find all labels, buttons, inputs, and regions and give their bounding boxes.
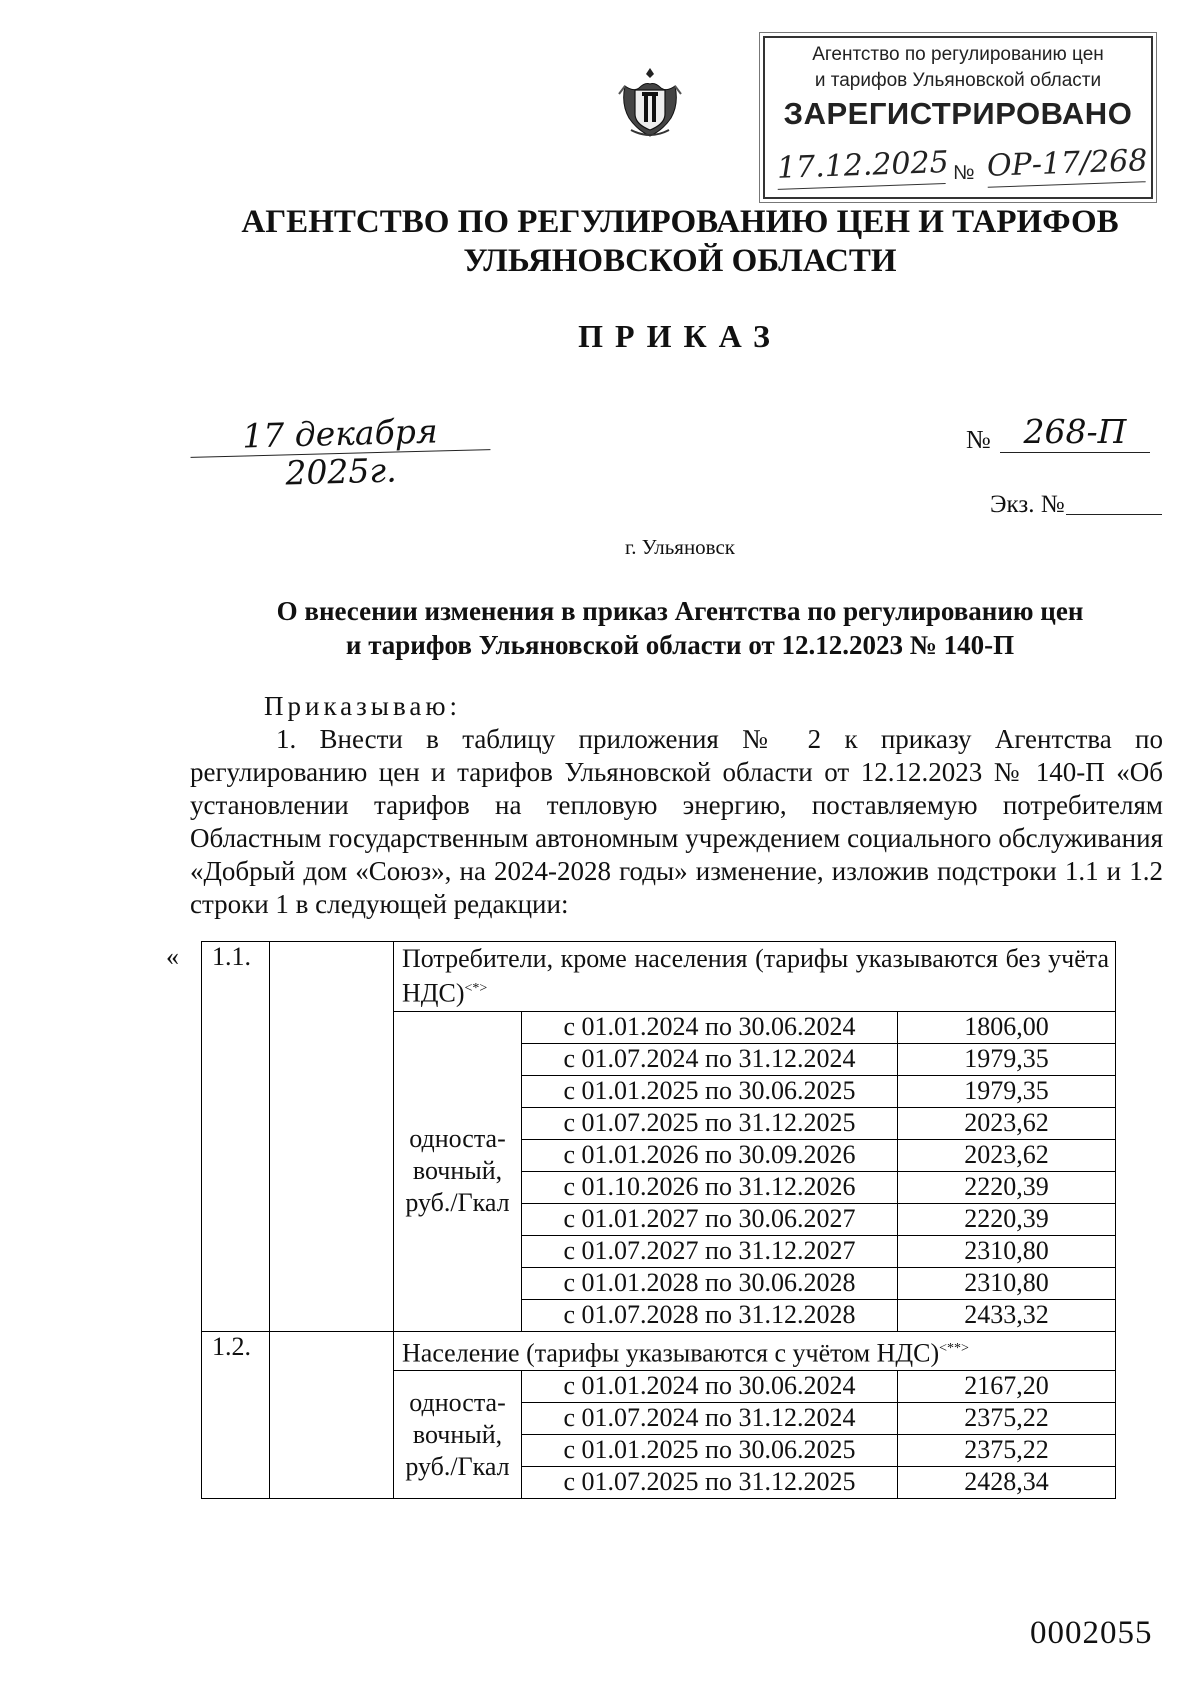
tariff-value: 2375,22 xyxy=(898,1435,1116,1467)
tariff-value: 2433,32 xyxy=(898,1299,1116,1331)
document-type-title: ПРИКАЗ xyxy=(578,318,782,354)
tariff-period: с 01.01.2024 по 30.06.2024 xyxy=(522,1011,898,1043)
footnote-marker: <**> xyxy=(939,1340,969,1356)
order-subject xyxy=(100,594,1200,662)
stamp-status: ЗАРЕГИСТРИРОВАНО xyxy=(783,96,1133,131)
empty-column-cell xyxy=(270,1331,394,1499)
footnote-marker: <*> xyxy=(464,981,488,996)
consumer-group xyxy=(394,1331,1116,1371)
consumer-group-label: Население (тарифы указываются с учётом НДС) xyxy=(402,1338,940,1368)
tariff-value: 1979,35 xyxy=(898,1075,1116,1107)
copy-number-label: Экз. № xyxy=(990,491,1065,518)
consumer-group xyxy=(394,942,1116,1012)
empty-column-cell xyxy=(270,942,394,1332)
order-date-handwritten: 17 декабря 2025г. xyxy=(190,411,491,458)
body-paragraph xyxy=(190,723,1163,921)
stamp-date-handwritten: 17.12.2025 xyxy=(776,143,945,190)
tariff-value: 2023,62 xyxy=(898,1107,1116,1139)
tariff-period: с 01.07.2025 по 31.12.2025 xyxy=(522,1107,898,1139)
section-number: 1.2. xyxy=(202,1331,270,1499)
tariff-period: с 01.07.2028 по 31.12.2028 xyxy=(522,1299,898,1331)
section-number: 1.1. xyxy=(202,942,270,1332)
agency-title xyxy=(100,203,1200,281)
tariff-period: с 01.07.2024 по 31.12.2024 xyxy=(522,1043,898,1075)
tariff-value: 2375,22 xyxy=(898,1403,1116,1435)
order-number-handwritten: 268-П xyxy=(1000,412,1150,453)
coat-of-arms-emblem xyxy=(617,64,683,142)
tariff-period: с 01.01.2026 по 30.09.2026 xyxy=(522,1139,898,1171)
stamp-line2: и тарифов Ульяновской области xyxy=(814,70,1102,91)
order-subject-line2: и тарифов Ульяновской области от 12.12.2023 № 140-П xyxy=(345,630,1015,660)
tariff-value: 2220,39 xyxy=(898,1171,1116,1203)
document-serial-code: 0002055 xyxy=(1030,1615,1153,1651)
tariff-value: 2310,80 xyxy=(898,1267,1116,1299)
agency-title-line1: АГЕНТСТВО ПО РЕГУЛИРОВАНИЮ ЦЕН И ТАРИФОВ xyxy=(241,204,1119,240)
tariff-value: 2220,39 xyxy=(898,1203,1116,1235)
agency-title-line2: УЛЬЯНОВСКОЙ ОБЛАСТИ xyxy=(463,243,897,279)
tariff-period: с 01.01.2027 по 30.06.2027 xyxy=(522,1203,898,1235)
paragraph-1: 1. Внести в таблицу приложения № 2 к приказу Агентства по регулированию цен и тарифов Ульяновской области от 12.12.2023 № 140-П «Об установлении тарифов на тепловую энергию, поставляемую потребителям Областным государственным автономным учреждением социального обслуживания «Добрый дом «Союз», на 2024-2028 годы» изменение, изложив подстроки 1.1 и 1.2 строки 1 в следующей редакции: xyxy=(190,724,1163,919)
tariff-period: с 01.01.2024 по 30.06.2024 xyxy=(522,1371,898,1403)
table-row xyxy=(202,942,1116,1012)
tariff-period: с 01.10.2026 по 31.12.2026 xyxy=(522,1171,898,1203)
tariff-value: 2167,20 xyxy=(898,1371,1116,1403)
tariff-table xyxy=(201,941,1116,1499)
tariff-value: 2310,80 xyxy=(898,1235,1116,1267)
city-name: г. Ульяновск xyxy=(624,535,735,559)
consumer-group-label: Потребители, кроме населения (тарифы указываются без учёта НДС) xyxy=(402,944,1110,1008)
stamp-line1: Агентство по регулированию цен xyxy=(812,44,1104,65)
stamp-number-sign: № xyxy=(953,162,975,184)
tariff-value: 1979,35 xyxy=(898,1043,1116,1075)
registration-stamp xyxy=(763,36,1153,199)
tariff-period: с 01.01.2025 по 30.06.2025 xyxy=(522,1075,898,1107)
copy-number-blank-line xyxy=(1066,514,1162,515)
tariff-period: с 01.07.2024 по 31.12.2024 xyxy=(522,1403,898,1435)
order-number-label: № xyxy=(966,425,991,454)
rate-type: односта- вочный, руб./Гкал xyxy=(394,1011,522,1331)
stamp-number-handwritten: ОР-17/268 xyxy=(986,141,1145,187)
tariff-period: с 01.01.2028 по 30.06.2028 xyxy=(522,1267,898,1299)
tariff-period: с 01.01.2025 по 30.06.2025 xyxy=(522,1435,898,1467)
tariff-value: 2428,34 xyxy=(898,1467,1116,1499)
open-quote-mark: « xyxy=(166,942,179,971)
orders-word: Приказываю: xyxy=(264,691,461,721)
rate-type: односта- вочный, руб./Гкал xyxy=(394,1371,522,1499)
tariff-period: с 01.07.2025 по 31.12.2025 xyxy=(522,1467,898,1499)
tariff-value: 1806,00 xyxy=(898,1011,1116,1043)
tariff-value: 2023,62 xyxy=(898,1139,1116,1171)
table-row xyxy=(202,1331,1116,1371)
order-subject-line1: О внесении изменения в приказ Агентства по регулированию цен xyxy=(276,596,1084,626)
tariff-period: с 01.07.2027 по 31.12.2027 xyxy=(522,1235,898,1267)
